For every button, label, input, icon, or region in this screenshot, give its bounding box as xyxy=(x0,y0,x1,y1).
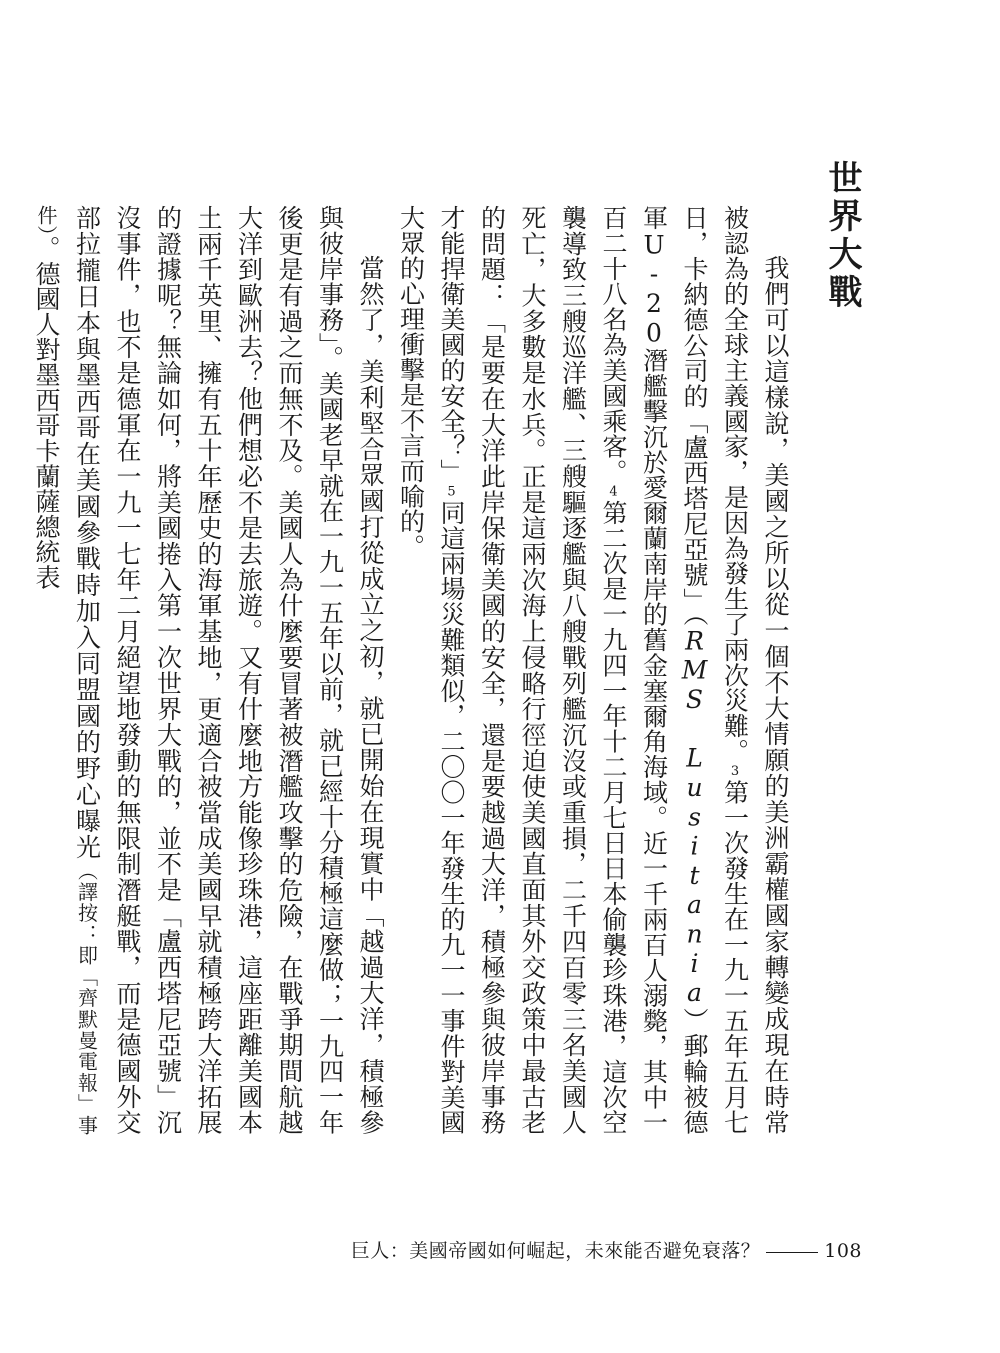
section-heading: 世界大戰 xyxy=(822,160,862,312)
ship-name-latin: RMS Lusitania xyxy=(680,626,709,1008)
text-run: 當然了，美利堅合眾國打從成立之初，就已開始在現實中「越過大洋，積極參與彼岸事務」。美國老早就在一九一五年以前，就已經十分積極這麼做；一九四一年後更是有過之而無不及。美國人為什麼要冒著被潛艦攻擊的危險，在戰爭期間航越大洋到歐洲去？他們想必不是去旅遊。又有什麼地方能像珍珠港，這座距離美國本土兩千英里、擁有五十年歷史的海軍基地，更適合被當成美國早就積極跨大洋拓展的證據呢？無論如何，將美國捲入第一次世界大戰的，並不是「盧西塔尼亞號」沉沒事件，也不是德軍在一九一七年二月絕望地發動的無限制潛艇戰，而是德國外交部拉攏日本與墨西哥在美國參戰時加入同盟國的野心曝光 xyxy=(72,205,385,1135)
paragraph xyxy=(26,205,391,1135)
translator-note: （譯按：即「齊默曼電報」事件） xyxy=(34,205,99,1135)
paragraph xyxy=(390,205,795,1135)
running-footer xyxy=(351,1236,862,1263)
text-run: 同這兩場災難類似，二〇〇一年發生的九一一事件對美國大眾的心理衝擊是不言而喻的。 xyxy=(396,205,466,1135)
footnote-marker: 3 xyxy=(727,763,743,780)
text-run: ）郵輪被德軍U-20潛艦擊沉於愛爾蘭南岸的舊金塞爾角海域。近一千兩百人溺斃，其中一百二十八名為美國乘客。 xyxy=(599,205,709,1136)
text-run: 第一次發生在一九一五年五月七日，卡納德公司的「盧西塔尼亞號」（ xyxy=(680,205,750,1135)
text-run: 我們可以這樣說，美國之所以從一個不大情願的美洲霸權國家轉變成現在時常被認為的全球主義國家，是因為發生了兩次災難。 xyxy=(720,205,790,1135)
footer-book-title: 巨人：美國帝國如何崛起，未來能否避免衰落？ xyxy=(350,1240,761,1262)
text-run: 。德國人對墨西哥卡蘭薩總統表 xyxy=(32,235,61,590)
footnote-marker: 4 xyxy=(606,484,621,500)
body-text xyxy=(32,205,795,1136)
footnote-marker: 5 xyxy=(444,484,459,500)
text-run: 第二次是一九四一年十二月七日日本偷襲珍珠港，這次空襲導致三艘巡洋艦、三艘驅逐艦與八艘戰列艦沉沒或重損，二千四百零三名美國人死亡，大多數是水兵。正是這兩次海上侵略行徑迫使美國直面其外交政策中最古老的問題：「是要在大洋此岸保衛美國的安全，還是要越過大洋，積極參與彼岸事務才能捍衛美國的安全？」 xyxy=(437,205,628,1135)
page-number: 108 xyxy=(824,1240,862,1262)
footer-dash xyxy=(766,1252,818,1253)
